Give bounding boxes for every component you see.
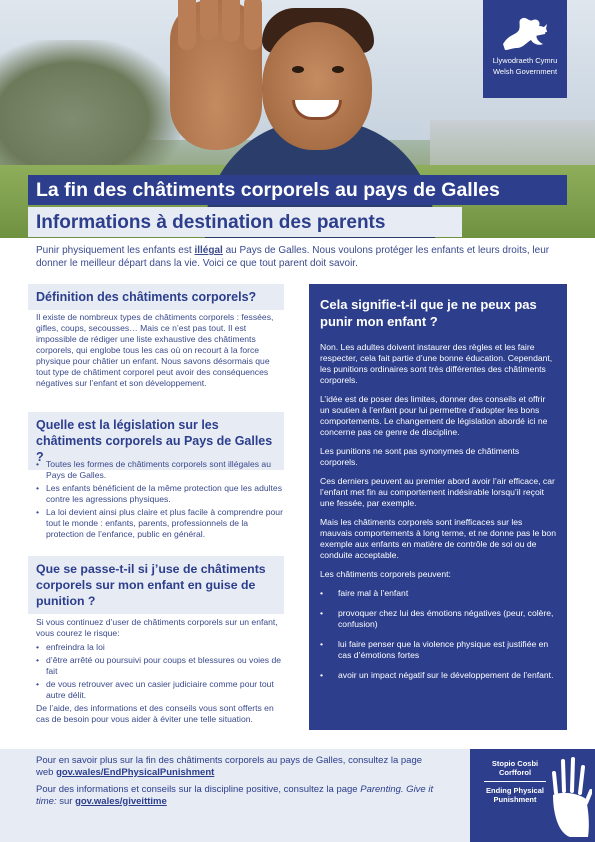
section-law-heading: Quelle est la législation sur les châtiments corporels au Pays de Galles ? — [28, 412, 284, 470]
section-definition-heading: Définition des châtiments corporels? — [28, 284, 284, 310]
list-item: • avoir un impact négatif sur le développement de l’enfant. — [320, 670, 556, 681]
punishment-paragraph: Mais les châtiments corporels sont inefficaces sur les mauvais comportements à long terme, et ne donne pas le bon exemple aux enfants en matière de contrôle de soi ou de conduite acceptable. — [320, 517, 556, 560]
open-hand-icon — [548, 753, 592, 838]
child-eye-left — [292, 66, 304, 73]
child-eye-right — [332, 66, 344, 73]
list-item: • faire mal à l’enfant — [320, 588, 556, 599]
list-item: • provoquer chez lui des émotions négatives (peur, colère, confusion) — [320, 608, 556, 630]
hero-trees — [0, 40, 180, 170]
logo-english-line2: Punishment — [493, 795, 537, 804]
logo-welsh-line2: Corfforol — [498, 768, 532, 777]
logo-english-name: Welsh Government — [492, 67, 558, 76]
logo-divider — [484, 781, 546, 782]
intro-text-after: au Pays de Galles. Nous voulons protéger les enfants et leurs droits, leur donner le meilleur départ dans la vie. Voici ce que tout parent doit savoir. — [36, 245, 550, 269]
section-consequence-body — [36, 617, 284, 728]
punishment-paragraph: Les châtiments corporels peuvent: — [320, 569, 451, 579]
give-it-time-link[interactable]: gov.wales/giveittime — [75, 795, 167, 807]
logo-english-text — [480, 786, 550, 804]
section-definition-body — [36, 312, 284, 392]
punishment-info-heading: Cela signifie-t-il que je ne peux pas punir mon enfant ? — [320, 297, 537, 329]
intro-text-before: Punir physiquement les enfants est — [36, 245, 195, 256]
finger — [200, 0, 218, 40]
section-consequence-list — [36, 642, 284, 701]
intro-paragraph — [36, 245, 566, 270]
list-item: • Les enfants bénéficient de la même protection que les adultes contre les agressions physiques. — [36, 483, 284, 505]
section-consequence-intro: Si vous continuez d’user de châtiments corporels sur un enfant, vous courez le risque: — [36, 617, 278, 638]
section-law-list — [36, 459, 284, 540]
intro-emphasis: illégal — [194, 245, 223, 256]
footer-parenting-title: Parenting. Give it time: — [36, 784, 434, 807]
logo-welsh-text — [480, 759, 550, 777]
punishment-paragraph: Non. Les adultes doivent instaurer des règles et les faire respecter, cela fait partie d’une bonne éducation. Cependant, les punitions ordinaires sont très différentes des châtiments corporels. — [320, 342, 553, 385]
page-subtitle: Informations à destination des parents — [28, 207, 462, 237]
logo-english-line1: Ending Physical — [486, 786, 544, 795]
child-face — [262, 22, 372, 150]
footer-line-parenting — [36, 784, 436, 807]
footer-line2-sur: sur — [56, 795, 76, 807]
punishment-info-box — [309, 284, 567, 730]
footer-line2-text: Pour des informations et conseils sur la discipline positive, consultez la page — [36, 784, 361, 795]
finger — [178, 0, 196, 50]
logo-welsh-name: Llywodraeth Cymru — [492, 56, 558, 65]
punishment-paragraph: L’idée est de poser des limites, donner des conseils et offrir un soutien à l’enfant pour lui permettre d’adopter les bons comportements. Le changement de législation abordé ici ne concerne pas ce genre de discipline. — [320, 394, 548, 437]
footer-line1-text: Pour en savoir plus sur la fin des châtiments corporels au pays de Galles, consultez la page web — [36, 755, 423, 778]
section-law-body — [36, 459, 284, 542]
page-title: La fin des châtiments corporels au pays de Galles — [28, 175, 567, 205]
punishment-effects-list — [320, 588, 556, 681]
list-item: • d’être arrêté ou poursuivi pour coups et blessures ou voies de fait — [36, 655, 284, 677]
finger — [244, 0, 262, 50]
list-item: • de vous retrouver avec un casier judiciaire comme pour tout autre délit. — [36, 679, 284, 701]
ending-physical-punishment-logo — [470, 749, 595, 842]
section-definition-text: Il existe de nombreux types de châtiments corporels : fessées, gifles, coups, secousses… Mais ce n’est pas tout. Il est impossible de rédiger une liste exhaustive des châtiments corporels, qui englobe tous les cas où on recourt à la force physique pour châtier un enfant. Nous savons désormais que tout type de châtiment corporel peut avoir des conséquences négatives sur l’enfant et son développement. — [36, 312, 274, 388]
footer-text — [36, 755, 436, 813]
list-item: • lui faire penser que la violence physique est justifiée en cas d’émotions fortes — [320, 639, 556, 661]
section-consequence-heading: Que se passe-t-il si j’use de châtiments corporels sur mon enfant en guise de punition ? — [28, 556, 284, 614]
finger — [222, 0, 240, 42]
list-item: • Toutes les formes de châtiments corporels sont illégales au Pays de Galles. — [36, 459, 284, 481]
punishment-paragraph: Ces derniers peuvent au premier abord avoir l’air efficace, car l’enfant met fin au comportement indésirable lorsqu’il reçoit une fessée, par exemple. — [320, 476, 555, 508]
list-item: • La loi devient ainsi plus claire et plus facile à comprendre pour tout le monde : enfants, parents, professionnels de la protection de l’enfance, public en général. — [36, 507, 284, 540]
welsh-government-logo — [483, 0, 567, 98]
section-consequence-outro: De l’aide, des informations et des conseils vous sont offerts en cas de besoin pour vous aider à éviter une telle situation. — [36, 703, 274, 724]
logo-welsh-line1: Stopio Cosbi — [491, 759, 539, 768]
list-item: • enfreindra la loi — [36, 642, 284, 653]
dragon-icon — [499, 14, 551, 54]
end-physical-punishment-link[interactable]: gov.wales/EndPhysicalPunishment — [56, 766, 215, 778]
footer-line-end-punishment — [36, 755, 436, 778]
punishment-paragraph: Les punitions ne sont pas synonymes de châtiments corporels. — [320, 446, 520, 467]
